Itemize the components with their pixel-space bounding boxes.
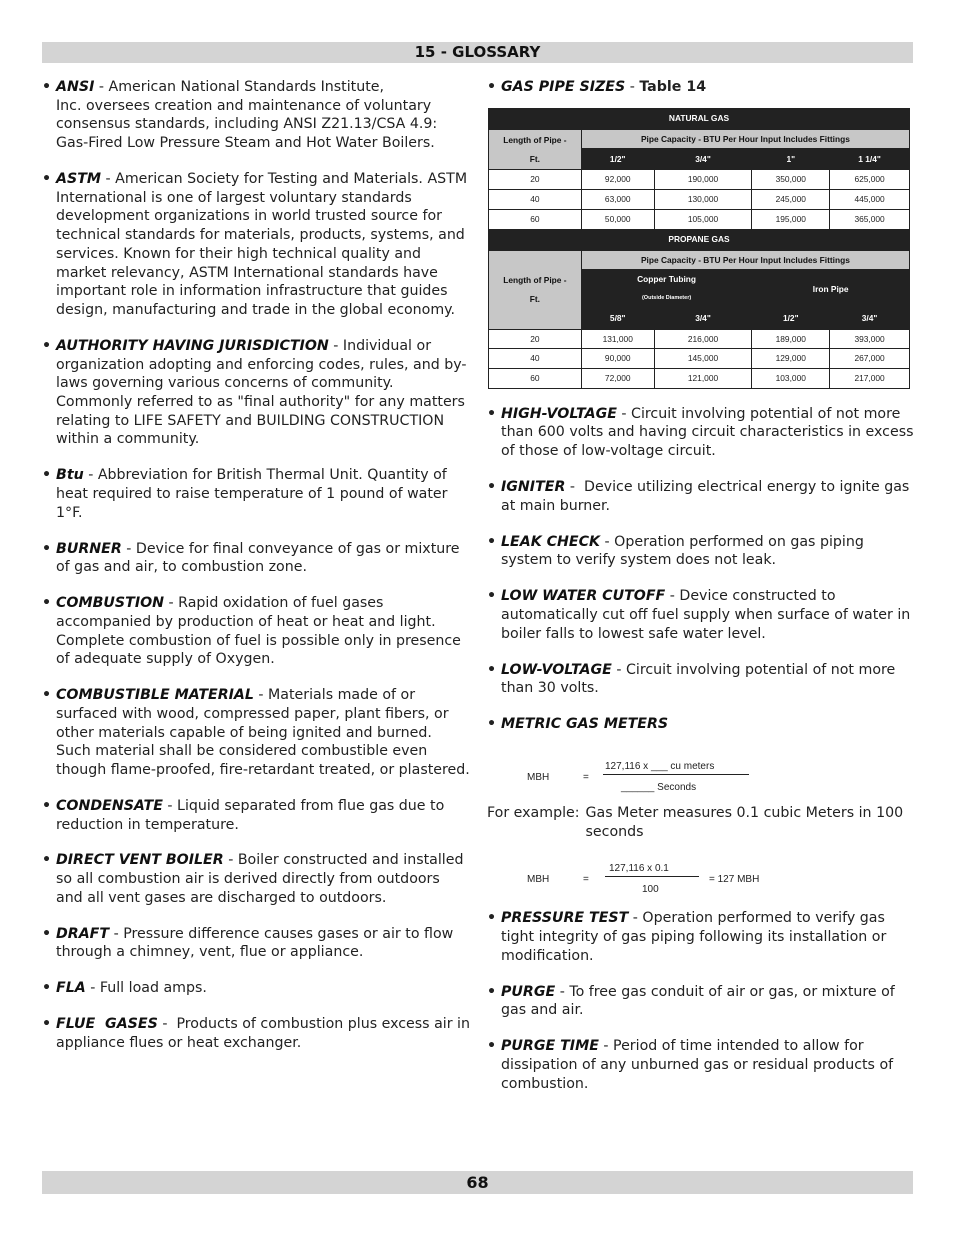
glossary-term: AUTHORITY HAVING JURISDICTION (56, 337, 329, 354)
glossary-definition: - Individual or organization adopting and enforcing codes, rules, and by-laws governing various concerns of community. Commonly referred to as "final authority" for any matters relating to LIFE SAFETY and BUILDING CONSTRUCTION within a community. (56, 337, 467, 448)
bullet-icon: • (42, 79, 52, 95)
bullet-icon: • (487, 1038, 497, 1055)
table-cell: 40 (489, 190, 582, 210)
table-cell: 50,000 (581, 209, 654, 229)
glossary-definition: - Circuit involving potential of not more than 30 volts. (501, 661, 896, 697)
pipe-size-header: 3/4" (830, 308, 910, 329)
formula-denominator: ______ Seconds (621, 781, 697, 793)
example-description: Gas Meter measures 0.1 cubic Meters in 100 seconds (585, 804, 904, 840)
table-cell: 393,000 (830, 329, 910, 349)
glossary-entry-high-voltage (487, 405, 919, 461)
table-row (489, 209, 910, 229)
formula-example (487, 847, 919, 909)
glossary-term: DIRECT VENT BOILER (56, 852, 224, 869)
table-cell: 625,000 (830, 170, 910, 190)
copper-tubing-sublabel: (Outside Diameter) (641, 294, 692, 301)
page-number: 68 (466, 1173, 489, 1192)
table-cell: 92,000 (581, 170, 654, 190)
glossary-entry-igniter (487, 478, 919, 515)
glossary-entry-combustion (42, 594, 470, 669)
formula-numerator: 127,116 x ___ cu meters (605, 760, 715, 772)
table-label: Table 14 (639, 79, 707, 95)
table-cell: 216,000 (654, 329, 752, 349)
table-cell: 103,000 (752, 369, 830, 389)
glossary-term: IGNITER (501, 479, 566, 496)
glossary-definition: - Boiler constructed and installed so all combustion air is derived directly from outdoors and all vent gases are discharged to outdoors. (56, 852, 464, 906)
bullet-icon: • (487, 479, 497, 496)
glossary-entry-ahj (42, 337, 470, 449)
table-cell: 189,000 (752, 329, 830, 349)
table-row (489, 369, 910, 389)
glossary-definition: - Rapid oxidation of fuel gases accompanied by production of heat or heat and light. Complete combustion of fuel is possible only in presence of adequate supply of Oxygen. (56, 595, 461, 668)
example-text-block (487, 804, 919, 841)
table-cell: 63,000 (581, 190, 654, 210)
glossary-definition: - American Society for Testing and Materials. ASTM International is one of largest voluntary standards development organizations in world trusted source for technical standards for materials, products, systems, and services. Known for their high technical quality and market relevancy, ASTM International standards have important role in information infrastructure that guides design, manufacturing and trade in the global economy. (56, 171, 468, 318)
formula-numerator: 127,116 x 0.1 (609, 863, 669, 875)
glossary-term: Btu (56, 467, 84, 484)
table-cell: 60 (489, 369, 582, 389)
bullet-icon: • (42, 687, 52, 704)
gas-pipe-sizes-table (488, 108, 910, 389)
glossary-entry-direct-vent-boiler (42, 851, 470, 907)
glossary-entry-low-water-cutoff (487, 587, 919, 643)
fraction-line (605, 876, 699, 877)
bullet-icon: • (487, 983, 497, 1000)
glossary-term: ASTM (56, 171, 101, 187)
bullet-icon: • (42, 337, 52, 354)
bullet-icon: • (487, 533, 497, 550)
bullet-icon: • (42, 171, 52, 187)
example-label: For example: (487, 804, 580, 821)
term-dash: - (625, 79, 640, 95)
pipe-size-header: 1/2" (752, 308, 830, 329)
bullet-icon: • (42, 925, 52, 942)
table-row (489, 170, 910, 190)
table-cell: 190,000 (654, 170, 752, 190)
table-cell: 40 (489, 349, 582, 369)
glossary-term: COMBUSTIBLE MATERIAL (56, 687, 254, 704)
bullet-icon: • (42, 595, 52, 612)
glossary-entry-condensate (42, 797, 470, 834)
glossary-definition: - Device constructed to automatically cut off fuel supply when surface of water in boiler falls to lowest safe water level. (501, 588, 911, 642)
table-cell: 217,000 (830, 369, 910, 389)
glossary-entry-astm (42, 170, 470, 320)
table-cell: 121,000 (654, 369, 752, 389)
bullet-icon: • (487, 79, 497, 95)
glossary-definition: - Pressure difference causes gases or air to flow through a chimney, vent, flue or appliance. (56, 925, 454, 961)
natural-gas-title: NATURAL GAS (489, 108, 910, 129)
glossary-definition: - Abbreviation for British Thermal Unit. Quantity of heat required to raise temperature of 1 pound of water 1°F. (56, 467, 448, 521)
glossary-definition: - Period of time intended to allow for dissipation of any unburned gas or residual products of combustion. (501, 1038, 894, 1092)
glossary-term: DRAFT (56, 925, 110, 942)
formula-denominator: 100 (642, 884, 659, 896)
glossary-definition: - Device utilizing electrical energy to ignite gas at main burner. (501, 479, 914, 514)
propane-gas-title: PROPANE GAS (489, 229, 910, 250)
glossary-term: FLA (56, 980, 86, 997)
glossary-term: ANSI (56, 79, 95, 95)
formula-result: = 127 MBH (709, 874, 760, 886)
glossary-term: METRIC GAS METERS (501, 716, 669, 733)
bullet-icon: • (42, 1016, 52, 1033)
table-cell: 20 (489, 329, 582, 349)
glossary-entry-draft (42, 925, 470, 962)
length-of-pipe-header: Length of Pipe - Ft. (489, 250, 582, 329)
pipe-size-header: 1" (752, 149, 830, 170)
glossary-right-column (487, 78, 919, 1110)
glossary-definition: - Device for final conveyance of gas or mixture of gas and air, to combustion zone. (56, 540, 460, 576)
table-cell: 20 (489, 170, 582, 190)
copper-tubing-header (581, 270, 752, 308)
table-cell: 72,000 (581, 369, 654, 389)
formula-equals: = (583, 771, 589, 783)
table-cell: 130,000 (654, 190, 752, 210)
bullet-icon: • (487, 910, 497, 927)
glossary-definition: - Full load amps. (85, 980, 207, 997)
glossary-entry-burner (42, 540, 470, 577)
glossary-term: BURNER (56, 540, 122, 557)
table-cell: 195,000 (752, 209, 830, 229)
glossary-entry-low-voltage (487, 661, 919, 698)
glossary-definition: - Circuit involving potential of not more than 600 volts and having circuit characteristics in excess of those of low-voltage circuit. (501, 405, 914, 460)
glossary-term: FLUE GASES (56, 1016, 158, 1033)
bullet-icon: • (42, 852, 52, 869)
formula-equals: = (583, 874, 589, 886)
glossary-entry-purge (487, 983, 919, 1020)
table-cell: 350,000 (752, 170, 830, 190)
bullet-icon: • (487, 405, 497, 422)
glossary-entry-purge-time (487, 1037, 919, 1093)
glossary-entry-flue-gases (42, 1015, 475, 1052)
table-row (489, 329, 910, 349)
table-cell: 445,000 (830, 190, 910, 210)
glossary-term: PURGE TIME (501, 1038, 599, 1055)
page-footer (42, 1171, 913, 1194)
table-cell: 90,000 (581, 349, 654, 369)
formula-metric-gas-meters (487, 744, 919, 804)
bullet-icon: • (42, 540, 52, 557)
table-cell: 365,000 (830, 209, 910, 229)
table-cell: 129,000 (752, 349, 830, 369)
table-cell: 105,000 (654, 209, 752, 229)
glossary-definition: - American National Standards Institute, Inc. oversees creation and maintenance of voluntary consensus standards, including ANSI Z21.13/CSA 4.9: Gas-Fired Low Pressure Steam and Hot Water Boilers. (56, 79, 438, 152)
glossary-left-column (42, 78, 475, 1070)
glossary-definition: - Operation performed to verify gas tight integrity of gas piping following its installation or modification. (501, 910, 887, 964)
glossary-definition: - Operation performed on gas piping system to verify system does not leak. (501, 533, 864, 569)
glossary-entry-pressure-test (487, 909, 919, 965)
bullet-icon: • (487, 588, 497, 605)
bullet-icon: • (487, 716, 497, 733)
section-header (42, 42, 913, 63)
glossary-term: PRESSURE TEST (501, 910, 629, 927)
glossary-term: LOW WATER CUTOFF (501, 588, 666, 605)
bullet-icon: • (42, 467, 52, 484)
glossary-definition: - To free gas conduit of air or gas, or mixture of gas and air. (501, 983, 895, 1019)
pipe-capacity-header: Pipe Capacity - BTU Per Hour Input Includes Fittings (581, 129, 909, 149)
glossary-term: LEAK CHECK (501, 533, 601, 550)
table-cell: 145,000 (654, 349, 752, 369)
formula-lhs: MBH (527, 874, 550, 886)
table-cell: 131,000 (581, 329, 654, 349)
table-row (489, 190, 910, 210)
length-of-pipe-header: Length of Pipe - Ft. (489, 129, 582, 170)
glossary-entry-combustible-material (42, 686, 470, 780)
bullet-icon: • (42, 980, 52, 997)
glossary-entry-leak-check (487, 533, 919, 570)
glossary-definition: - Products of combustion plus excess air in appliance flues or heat exchanger. (56, 1016, 475, 1051)
iron-pipe-header: Iron Pipe (752, 270, 910, 308)
table-cell: 245,000 (752, 190, 830, 210)
table-row (489, 349, 910, 369)
glossary-entry-metric-gas-meters (487, 715, 919, 734)
glossary-entry-gas-pipe-sizes (487, 78, 919, 97)
section-title: 15 - GLOSSARY (414, 43, 541, 61)
fraction-line (603, 774, 749, 775)
glossary-entry-fla (42, 979, 470, 998)
copper-tubing-label: Copper Tubing (637, 274, 697, 285)
glossary-term: HIGH-VOLTAGE (501, 405, 617, 422)
table-cell: 267,000 (830, 349, 910, 369)
pipe-size-header: 1/2" (581, 149, 654, 170)
pipe-size-header: 3/4" (654, 149, 752, 170)
glossary-entry-ansi (42, 78, 470, 153)
pipe-size-header: 5/8" (581, 308, 654, 329)
glossary-entry-btu (42, 466, 470, 522)
bullet-icon: • (487, 661, 497, 678)
bullet-icon: • (42, 797, 52, 814)
pipe-capacity-header: Pipe Capacity - BTU Per Hour Input Includes Fittings (581, 250, 909, 270)
table-cell: 60 (489, 209, 582, 229)
glossary-term: CONDENSATE (56, 797, 163, 814)
formula-lhs: MBH (527, 771, 550, 783)
glossary-definition: - Liquid separated from flue gas due to reduction in temperature. (56, 797, 445, 833)
pipe-size-header: 3/4" (654, 308, 752, 329)
pipe-size-header: 1 1/4" (830, 149, 910, 170)
glossary-term: GAS PIPE SIZES (501, 79, 626, 95)
glossary-term: LOW-VOLTAGE (501, 661, 612, 678)
glossary-term: COMBUSTION (56, 595, 165, 612)
glossary-definition: - Materials made of or surfaced with wood, compressed paper, plant fibers, or other materials capable of being ignited and burned. Such material shall be considered combustible even though flame-proofed, fire-retardant treated, or plastered. (56, 687, 470, 778)
glossary-term: PURGE (501, 983, 556, 1000)
